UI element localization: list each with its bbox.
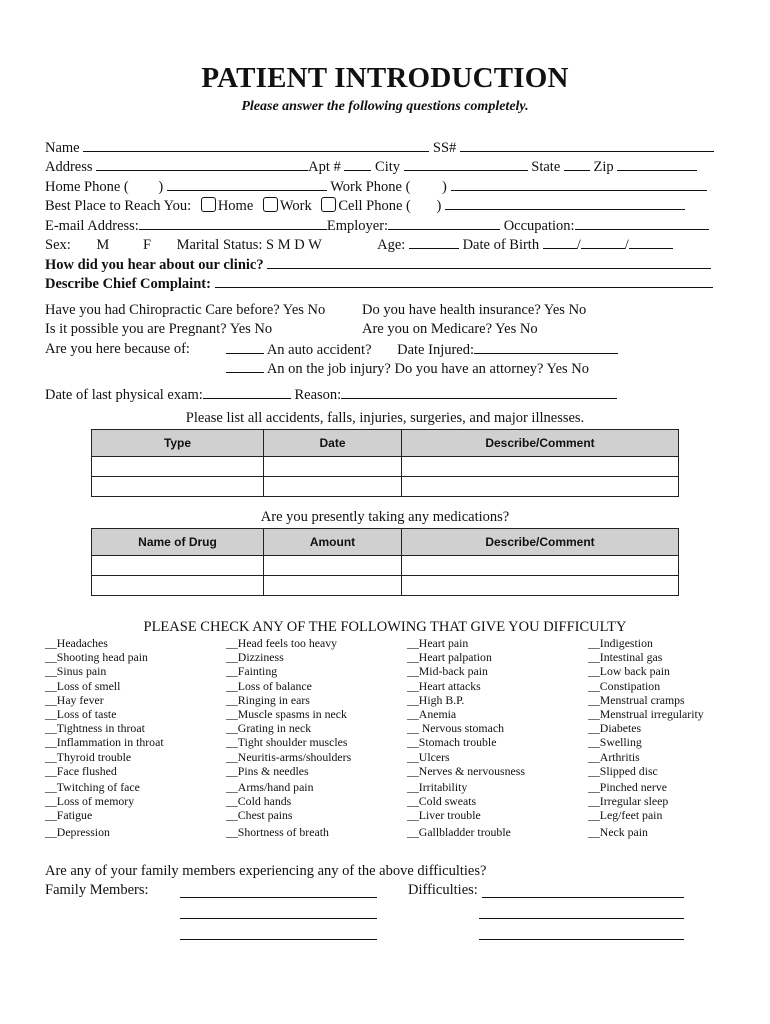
symptom-column-4 [588, 636, 704, 839]
city-label: City [375, 159, 401, 175]
home-phone-label: Home Phone ( [45, 179, 129, 195]
age-field[interactable] [409, 235, 459, 249]
family-member-field[interactable] [180, 917, 377, 919]
work-checkbox[interactable] [263, 197, 278, 212]
symptom-item[interactable]: __Leg/feet pain [588, 808, 663, 823]
address-row [45, 157, 697, 177]
family-member-field[interactable] [180, 896, 377, 898]
marital-status[interactable]: Marital Status: S M D W [176, 237, 322, 253]
address-label: Address [45, 159, 93, 175]
symptom-item[interactable]: __Loss of balance [226, 678, 312, 693]
symptom-item[interactable]: __Anemia [407, 707, 457, 722]
home-option-label: Home [217, 198, 254, 214]
table-cell[interactable] [92, 457, 264, 477]
symptom-item[interactable]: __Arms/hand pain [226, 780, 314, 795]
symptom-column-2 [226, 636, 351, 839]
symptom-item[interactable]: __Pins & needles [226, 763, 309, 778]
symptom-item[interactable]: __Chest pains [226, 808, 293, 823]
symptom-item[interactable]: __Ringing in ears [226, 692, 310, 707]
reason-field[interactable] [341, 385, 617, 399]
symptom-item[interactable]: __Low back pain [588, 664, 670, 679]
symptom-item[interactable]: __Cold sweats [407, 794, 477, 809]
address-field[interactable] [96, 157, 308, 171]
chief-label: Describe Chief Complaint: [45, 276, 211, 292]
sex-f-option[interactable]: F [142, 237, 152, 253]
job-injury-row [226, 359, 589, 379]
symptom-item[interactable]: __Heart attacks [407, 678, 481, 693]
last-exam-field[interactable] [203, 385, 291, 399]
home-checkbox[interactable] [201, 197, 216, 212]
symptom-item[interactable]: __Tight shoulder muscles [226, 735, 348, 750]
cell-phone-paren: ) [436, 198, 442, 214]
occupation-label: Occupation: [503, 218, 575, 234]
symptom-item[interactable]: __ Nervous stomach [407, 721, 504, 736]
symptom-item[interactable]: __Depression [45, 824, 110, 839]
dob-month-field[interactable] [543, 235, 577, 249]
dob-day-field[interactable] [581, 235, 625, 249]
work-option-label: Work [279, 198, 312, 214]
table-cell[interactable] [264, 556, 402, 576]
job-injury-label: An on the job injury? [266, 361, 391, 377]
symptom-item[interactable]: __Loss of smell [45, 678, 121, 693]
table-row [92, 576, 679, 596]
symptom-item[interactable]: __Fatigue [45, 808, 93, 823]
symptom-item[interactable]: __Head feels too heavy [226, 636, 338, 650]
symptom-item[interactable]: __Menstrual irregularity [588, 707, 704, 722]
symptom-item[interactable]: __Cold hands [226, 794, 292, 809]
symptom-item[interactable]: __Headaches [45, 636, 108, 650]
email-field[interactable] [139, 216, 327, 230]
symptom-item[interactable]: __Gallbladder trouble [407, 824, 511, 839]
name-label: Name [45, 140, 80, 156]
page-title: PATIENT INTRODUCTION [201, 62, 569, 94]
symptom-item[interactable]: __Loss of taste [45, 707, 117, 722]
table-cell[interactable] [264, 457, 402, 477]
symptom-item[interactable]: __Loss of memory [45, 794, 135, 809]
table-cell[interactable] [92, 556, 264, 576]
dob-year-field[interactable] [629, 235, 673, 249]
employer-label: Employer: [326, 218, 389, 234]
name-row [45, 138, 714, 158]
work-phone-paren: ) [442, 179, 447, 195]
symptom-item[interactable]: __Arthritis [588, 749, 640, 764]
dob-separator: / [624, 237, 629, 253]
symptom-item[interactable]: __Hay fever [45, 692, 104, 707]
medications-header-drug: Name of Drug [92, 529, 264, 556]
table-cell[interactable] [402, 477, 679, 497]
auto-accident-row [226, 340, 618, 360]
symptom-column-1 [45, 636, 164, 839]
sex-label: Sex: [45, 237, 71, 253]
symptom-item[interactable]: __Thyroid trouble [45, 749, 132, 764]
accidents-header-type: Type [92, 430, 264, 457]
state-label: State [531, 159, 561, 175]
medications-table [91, 528, 679, 596]
symptom-item[interactable]: __Irritability [407, 780, 468, 795]
table-cell[interactable] [264, 477, 402, 497]
table-cell[interactable] [402, 556, 679, 576]
table-cell[interactable] [264, 576, 402, 596]
symptom-item[interactable]: __Dizziness [226, 650, 284, 665]
symptom-item[interactable]: __Constipation [588, 678, 661, 693]
ss-field[interactable] [460, 138, 714, 152]
medications-header-comment: Describe/Comment [402, 529, 679, 556]
hear-row [45, 255, 711, 275]
chief-field[interactable] [215, 274, 713, 288]
auto-accident-field[interactable] [226, 340, 264, 354]
symptom-item[interactable]: __Irregular sleep [588, 794, 669, 809]
symptom-item[interactable]: __Heart palpation [407, 650, 492, 665]
employer-field[interactable] [388, 216, 500, 230]
symptom-item[interactable]: __Twitching of face [45, 780, 140, 795]
table-cell[interactable] [92, 477, 264, 497]
zip-label: Zip [593, 159, 614, 175]
table-row [92, 457, 679, 477]
table-cell[interactable] [92, 576, 264, 596]
symptom-item[interactable]: __Nerves & nervousness [407, 763, 525, 778]
hear-field[interactable] [267, 255, 711, 269]
symptom-item[interactable]: __Neuritis-arms/shoulders [226, 749, 352, 764]
best-place-row [45, 196, 685, 216]
symptom-item[interactable]: __Shooting head pain [45, 650, 148, 665]
last-exam-row [45, 385, 617, 405]
sex-m-option[interactable]: M [96, 237, 110, 253]
page-subtitle: Please answer the following questions completely. [241, 99, 529, 114]
symptom-item[interactable]: __Pinched nerve [588, 780, 667, 795]
family-difficulty-field[interactable] [479, 917, 684, 919]
cell-option-label: Cell Phone ( [338, 198, 411, 214]
symptom-item[interactable]: __Heart pain [407, 636, 469, 650]
age-label: Age: [377, 237, 406, 253]
family-members-label: Family Members: [45, 882, 149, 898]
symptom-item[interactable]: __Neck pain [588, 824, 648, 839]
last-exam-label: Date of last physical exam: [45, 387, 203, 403]
phone-row [45, 177, 707, 197]
symptom-item[interactable]: __Shortness of breath [226, 824, 329, 839]
symptom-item[interactable]: __Intestinal gas [588, 650, 663, 665]
insurance-question[interactable]: Do you have health insurance? Yes No [362, 302, 587, 318]
auto-accident-label: An auto accident? [266, 342, 372, 358]
symptom-item[interactable]: __Grating in neck [226, 721, 312, 736]
accidents-table [91, 429, 679, 497]
chiro-question[interactable]: Have you had Chiropractic Care before? Yes No [45, 302, 326, 318]
date-injured-label: Date Injured: [397, 342, 475, 358]
symptom-item[interactable]: __Mid-back pain [407, 664, 488, 679]
symptom-item[interactable]: __Stomach trouble [407, 735, 497, 750]
family-difficulty-field[interactable] [479, 938, 684, 940]
occupation-field[interactable] [575, 216, 709, 230]
home-phone-field[interactable] [167, 177, 327, 191]
difficulty-caption: PLEASE CHECK ANY OF THE FOLLOWING THAT GIVE YOU DIFFICULTY [143, 619, 627, 635]
date-injured-field[interactable] [474, 340, 618, 354]
symptom-item[interactable]: __Slipped disc [588, 763, 658, 778]
work-phone-field[interactable] [451, 177, 707, 191]
job-injury-field[interactable] [226, 359, 264, 373]
symptom-item[interactable]: __Menstrual cramps [588, 692, 685, 707]
symptom-item[interactable]: __Sinus pain [45, 664, 107, 679]
symptom-item[interactable]: __Muscle spasms in neck [226, 707, 347, 722]
ss-label: SS# [432, 140, 457, 156]
name-field[interactable] [83, 138, 429, 152]
demographics-row [45, 235, 735, 255]
best-place-label: Best Place to Reach You: [45, 198, 192, 214]
symptom-item[interactable]: __Tightness in throat [45, 721, 145, 736]
medications-header-amount: Amount [264, 529, 402, 556]
symptom-item[interactable]: __Liver trouble [407, 808, 481, 823]
symptom-item[interactable]: __High B.P. [407, 692, 465, 707]
symptom-item[interactable]: __Inflammation in throat [45, 735, 164, 750]
symptom-item[interactable]: __Ulcers [407, 749, 450, 764]
cell-phone-field[interactable] [445, 196, 685, 210]
family-question: Are any of your family members experiencing any of the above difficulties? [45, 863, 487, 879]
medicare-question[interactable]: Are you on Medicare? Yes No [362, 321, 538, 337]
difficulties-label: Difficulties: [408, 882, 478, 898]
zip-field[interactable] [617, 157, 697, 171]
chief-row [45, 274, 713, 294]
symptom-item[interactable]: __Diabetes [588, 721, 642, 736]
table-cell[interactable] [402, 576, 679, 596]
state-field[interactable] [564, 157, 590, 171]
apt-field[interactable] [344, 157, 371, 171]
city-field[interactable] [404, 157, 528, 171]
email-label: E-mail Address: [45, 218, 139, 234]
symptom-item[interactable]: __Swelling [588, 735, 642, 750]
accidents-header-comment: Describe/Comment [402, 430, 679, 457]
pregnant-question[interactable]: Is it possible you are Pregnant? Yes No [45, 321, 273, 337]
accidents-header-date: Date [264, 430, 402, 457]
dob-separator: / [576, 237, 581, 253]
symptom-item[interactable]: __Face flushed [45, 763, 117, 778]
apt-label: Apt # [308, 159, 341, 175]
medications-caption: Are you presently taking any medications? [260, 509, 510, 525]
attorney-question[interactable]: Do you have an attorney? Yes No [394, 361, 590, 377]
symptom-column-3 [407, 636, 525, 839]
dob-label: Date of Birth [462, 237, 540, 253]
home-phone-paren: ) [158, 179, 164, 195]
table-row [92, 556, 679, 576]
email-row [45, 216, 709, 236]
table-row [92, 477, 679, 497]
family-member-field[interactable] [180, 938, 377, 940]
table-cell[interactable] [402, 457, 679, 477]
work-phone-label: Work Phone ( [330, 179, 411, 195]
here-because-label: Are you here because of: [45, 341, 190, 357]
symptom-item[interactable]: __Fainting [226, 664, 278, 679]
symptom-item[interactable]: __Indigestion [588, 636, 653, 650]
family-difficulty-field[interactable] [482, 896, 684, 898]
reason-label: Reason: [294, 387, 342, 403]
accidents-caption: Please list all accidents, falls, injuries, surgeries, and major illnesses. [185, 410, 585, 426]
hear-label: How did you hear about our clinic? [45, 257, 264, 273]
cell-checkbox[interactable] [321, 197, 336, 212]
